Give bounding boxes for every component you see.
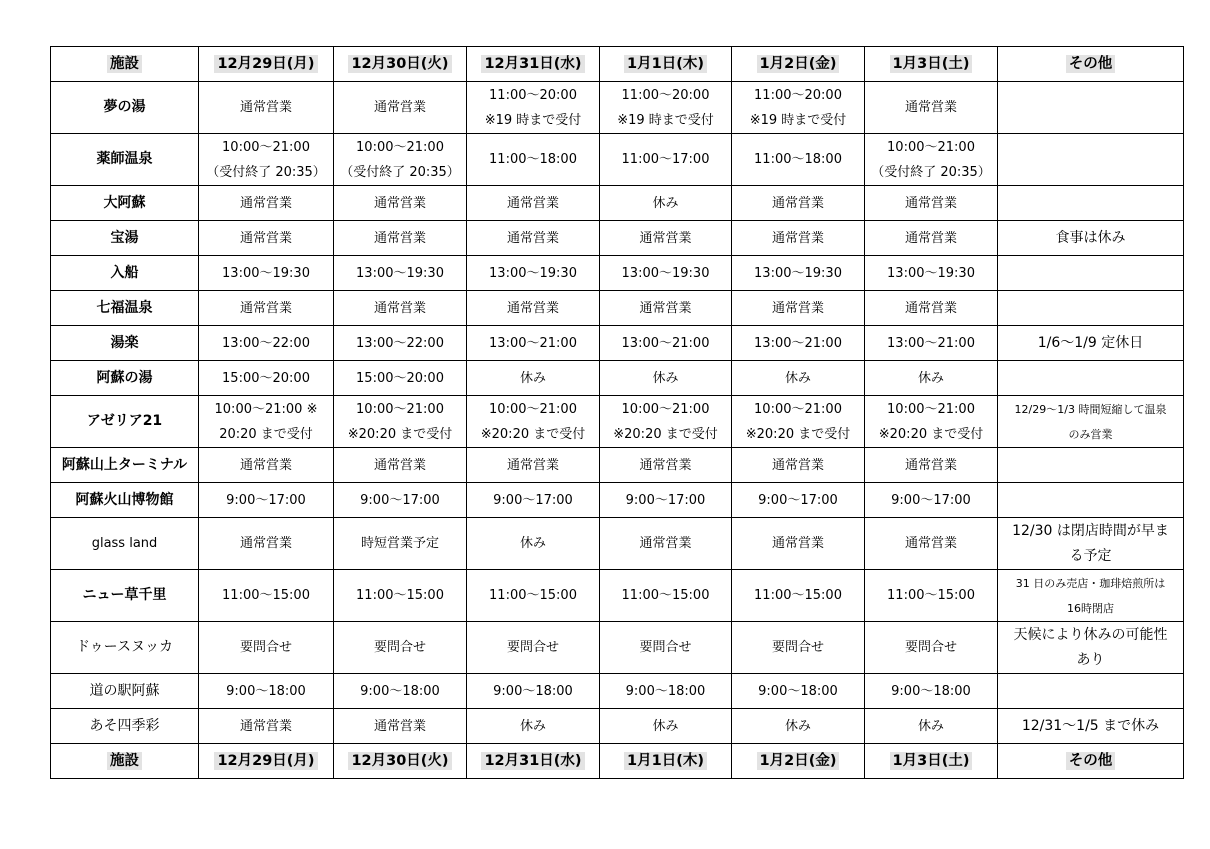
- hours-cell: [732, 256, 865, 291]
- facility-name: 夢の湯: [51, 82, 199, 134]
- hours-cell: [865, 622, 998, 674]
- other-note: [998, 570, 1184, 622]
- hours-cell: [467, 221, 600, 256]
- hours-line: 10:00～21:00: [621, 401, 710, 417]
- hours-cell: [600, 396, 732, 448]
- hours-line: 13:00～22:00: [222, 335, 310, 351]
- note-line: 天候により休みの可能性: [1013, 626, 1168, 643]
- hours-line: 11:00～15:00: [754, 588, 842, 603]
- hours-cell: [467, 518, 600, 570]
- hours-cell: [199, 570, 334, 622]
- hours-cell: [600, 448, 732, 483]
- hours-cell: [334, 221, 467, 256]
- hours-line: （受付終了 20:35）: [206, 164, 326, 180]
- facility-name: glass land: [51, 518, 199, 570]
- table-row: [51, 674, 1184, 709]
- header-day: 1月3日(土): [865, 47, 998, 82]
- note-line: のみ営業: [1068, 427, 1113, 441]
- hours-line: 20:20 まで受付: [219, 426, 313, 442]
- hours-cell: [467, 82, 600, 134]
- note-line: あり: [1076, 651, 1105, 668]
- header-day: 1月2日(金): [732, 47, 865, 82]
- hours-cell: [865, 134, 998, 186]
- other-note: [998, 674, 1184, 709]
- hours-line: 通常営業: [239, 536, 292, 551]
- hours-cell: [199, 256, 334, 291]
- hours-cell: [865, 186, 998, 221]
- other-note: [998, 82, 1184, 134]
- hours-line: 通常営業: [373, 300, 426, 316]
- hours-cell: [199, 518, 334, 570]
- hours-cell: [334, 256, 467, 291]
- hours-cell: [467, 361, 600, 396]
- hours-cell: [334, 570, 467, 622]
- table-row: [51, 291, 1184, 326]
- other-note: [998, 256, 1184, 291]
- hours-cell: [199, 448, 334, 483]
- table-row: [51, 326, 1184, 361]
- hours-cell: [865, 448, 998, 483]
- hours-cell: [732, 186, 865, 221]
- hours-cell: [334, 709, 467, 744]
- hours-line: （受付終了 20:35）: [871, 164, 991, 180]
- hours-cell: [865, 483, 998, 518]
- hours-line: 9:00～18:00: [493, 683, 573, 699]
- hours-line: 休み: [917, 370, 944, 386]
- hours-cell: [732, 134, 865, 186]
- hours-line: 13:00～22:00: [356, 335, 444, 351]
- hours-line: 通常営業: [239, 718, 292, 734]
- hours-cell: [600, 361, 732, 396]
- other-note: [998, 221, 1184, 256]
- hours-cell: [199, 396, 334, 448]
- other-note: [998, 326, 1184, 361]
- facility-name: アゼリア21: [51, 396, 199, 448]
- hours-cell: [865, 221, 998, 256]
- header-row-top: [51, 47, 1184, 82]
- hours-line: 13:00～19:30: [489, 265, 577, 281]
- other-note: [998, 396, 1184, 448]
- hours-line: 11:00～15:00: [887, 588, 975, 603]
- hours-cell: [865, 291, 998, 326]
- hours-line: 通常営業: [771, 300, 824, 316]
- facility-name: ニュー草千里: [51, 570, 199, 622]
- hours-cell: [732, 396, 865, 448]
- hours-cell: [334, 483, 467, 518]
- hours-cell: [199, 361, 334, 396]
- table-row: [51, 709, 1184, 744]
- hours-line: 通常営業: [771, 195, 824, 211]
- hours-cell: [600, 256, 732, 291]
- hours-line: 13:00～19:30: [887, 265, 975, 281]
- table-row: [51, 622, 1184, 674]
- hours-line: 13:00～21:00: [489, 335, 577, 351]
- hours-line: 通常営業: [904, 457, 957, 473]
- header-facility: 施設: [51, 47, 199, 82]
- hours-line: 休み: [519, 536, 546, 551]
- hours-cell: [467, 622, 600, 674]
- table-row: [51, 134, 1184, 186]
- hours-line: 通常営業: [239, 300, 292, 316]
- hours-cell: [600, 291, 732, 326]
- hours-line: 通常営業: [506, 195, 559, 211]
- hours-line: 通常営業: [239, 195, 292, 211]
- hours-line: 通常営業: [904, 536, 957, 551]
- header-other: その他: [998, 47, 1184, 82]
- table-row: [51, 256, 1184, 291]
- facility-name: 阿蘇火山博物館: [51, 483, 199, 518]
- hours-line: 休み: [784, 370, 811, 386]
- hours-cell: [600, 709, 732, 744]
- hours-cell: [334, 448, 467, 483]
- hours-line: 9:00～17:00: [360, 492, 440, 508]
- hours-line: ※19 時まで受付: [484, 112, 582, 128]
- note-line: る予定: [1069, 547, 1112, 564]
- hours-cell: [865, 326, 998, 361]
- hours-cell: [199, 82, 334, 134]
- table-row: [51, 221, 1184, 256]
- hours-line: 通常営業: [639, 300, 692, 316]
- facility-name: 薬師温泉: [51, 134, 199, 186]
- hours-cell: [467, 570, 600, 622]
- hours-cell: [334, 134, 467, 186]
- hours-cell: [732, 622, 865, 674]
- hours-line: 15:00～20:00: [222, 370, 310, 386]
- hours-cell: [199, 326, 334, 361]
- hours-line: 休み: [652, 195, 679, 211]
- note-line: 12/31～1/5 まで休み: [1021, 717, 1160, 734]
- hours-line: 10:00～21:00: [356, 139, 444, 155]
- hours-line: 通常営業: [639, 457, 692, 473]
- hours-line: 要問合せ: [904, 640, 957, 655]
- hours-line: 休み: [917, 718, 944, 734]
- hours-cell: [732, 361, 865, 396]
- hours-line: 通常営業: [506, 457, 559, 473]
- note-line: 12/29～1/3 時間短縮して温泉: [1014, 402, 1167, 416]
- hours-line: 13:00～19:30: [754, 265, 842, 281]
- hours-line: 通常営業: [239, 230, 292, 246]
- hours-cell: [865, 82, 998, 134]
- other-note: [998, 709, 1184, 744]
- hours-cell: [334, 361, 467, 396]
- hours-cell: [334, 82, 467, 134]
- facility-name: 阿蘇の湯: [51, 361, 199, 396]
- hours-cell: [334, 326, 467, 361]
- hours-line: 11:00～20:00: [489, 87, 577, 103]
- facility-name: 入船: [51, 256, 199, 291]
- table-row: [51, 483, 1184, 518]
- hours-line: 11:00～15:00: [356, 588, 444, 603]
- hours-line: 通常営業: [506, 300, 559, 316]
- hours-line: 要問合せ: [239, 640, 292, 655]
- hours-line: 通常営業: [239, 100, 292, 115]
- hours-line: 11:00～20:00: [621, 87, 710, 103]
- hours-cell: [334, 622, 467, 674]
- hours-cell: [199, 291, 334, 326]
- hours-cell: [334, 396, 467, 448]
- hours-cell: [600, 326, 732, 361]
- other-note: [998, 448, 1184, 483]
- hours-line: 9:00～17:00: [758, 492, 838, 508]
- hours-line: 10:00～21:00: [489, 401, 577, 417]
- hours-cell: [467, 291, 600, 326]
- other-note: [998, 361, 1184, 396]
- hours-cell: [467, 256, 600, 291]
- hours-line: 9:00～18:00: [891, 683, 971, 699]
- hours-cell: [732, 483, 865, 518]
- hours-line: 要問合せ: [373, 640, 426, 655]
- other-note: [998, 518, 1184, 570]
- footer-day: 1月1日(木): [600, 744, 732, 779]
- hours-line: 11:00～15:00: [489, 588, 577, 603]
- footer-day: 12月29日(月): [199, 744, 334, 779]
- hours-line: 10:00～21:00: [222, 139, 310, 155]
- note-line: 31 日のみ売店・珈琲焙煎所は: [1015, 576, 1166, 590]
- hours-line: 11:00～15:00: [621, 588, 710, 603]
- hours-line: 通常営業: [771, 230, 824, 246]
- facility-name: 七福温泉: [51, 291, 199, 326]
- hours-cell: [199, 134, 334, 186]
- hours-cell: [199, 674, 334, 709]
- hours-line: ※19 時まで受付: [749, 112, 847, 128]
- hours-line: 通常営業: [373, 100, 426, 115]
- hours-cell: [865, 709, 998, 744]
- hours-cell: [732, 674, 865, 709]
- hours-line: 10:00～21:00: [356, 401, 444, 417]
- other-note: [998, 186, 1184, 221]
- hours-cell: [199, 709, 334, 744]
- hours-line: 休み: [784, 718, 811, 734]
- hours-cell: [600, 622, 732, 674]
- hours-line: 通常営業: [771, 536, 824, 551]
- hours-line: 通常営業: [373, 230, 426, 246]
- hours-line: 通常営業: [904, 100, 957, 115]
- hours-line: ※20:20 まで受付: [480, 426, 586, 442]
- hours-cell: [865, 674, 998, 709]
- hours-cell: [865, 396, 998, 448]
- hours-line: 通常営業: [771, 457, 824, 473]
- footer-day: 1月3日(土): [865, 744, 998, 779]
- hours-line: 通常営業: [373, 457, 426, 473]
- hours-line: 要問合せ: [639, 640, 692, 655]
- hours-line: 時短営業予定: [360, 536, 439, 551]
- other-note: [998, 291, 1184, 326]
- hours-line: 9:00～17:00: [891, 492, 971, 508]
- header-day: 12月29日(月): [199, 47, 334, 82]
- table-row: [51, 396, 1184, 448]
- hours-line: 休み: [652, 718, 679, 734]
- hours-line: 休み: [652, 370, 679, 386]
- hours-line: 13:00～21:00: [754, 335, 842, 351]
- hours-line: 通常営業: [904, 300, 957, 316]
- hours-cell: [600, 518, 732, 570]
- hours-cell: [199, 622, 334, 674]
- hours-line: 休み: [519, 718, 546, 734]
- hours-line: 9:00～18:00: [758, 683, 838, 699]
- hours-line: 11:00～15:00: [222, 588, 310, 603]
- table-body: [51, 82, 1184, 744]
- hours-cell: [600, 134, 732, 186]
- facility-name: あそ四季彩: [51, 709, 199, 744]
- footer-day: 12月30日(火): [334, 744, 467, 779]
- hours-cell: [732, 326, 865, 361]
- footer-other: その他: [998, 744, 1184, 779]
- hours-cell: [600, 221, 732, 256]
- hours-cell: [600, 483, 732, 518]
- hours-line: 10:00～21:00 ※: [214, 401, 318, 417]
- hours-line: ※20:20 まで受付: [347, 426, 453, 442]
- table-row: [51, 82, 1184, 134]
- footer-facility: 施設: [51, 744, 199, 779]
- hours-line: 通常営業: [904, 195, 957, 211]
- hours-line: 要問合せ: [771, 640, 824, 655]
- hours-cell: [467, 134, 600, 186]
- table-row: [51, 361, 1184, 396]
- hours-cell: [199, 186, 334, 221]
- footer-day: 12月31日(水): [467, 744, 600, 779]
- hours-cell: [865, 361, 998, 396]
- other-note: [998, 134, 1184, 186]
- hours-line: 13:00～21:00: [887, 335, 975, 351]
- hours-line: 11:00～18:00: [489, 152, 577, 167]
- hours-line: ※19 時まで受付: [617, 112, 714, 128]
- hours-cell: [334, 674, 467, 709]
- hours-cell: [732, 709, 865, 744]
- hours-line: （受付終了 20:35）: [340, 164, 460, 180]
- hours-cell: [732, 82, 865, 134]
- hours-line: 9:00～17:00: [226, 492, 306, 508]
- hours-line: ※20:20 まで受付: [613, 426, 718, 442]
- hours-line: 通常営業: [506, 230, 559, 246]
- holiday-hours-table: [50, 46, 1184, 779]
- hours-cell: [732, 221, 865, 256]
- facility-name: 大阿蘇: [51, 186, 199, 221]
- hours-cell: [600, 82, 732, 134]
- hours-line: 通常営業: [639, 536, 692, 551]
- hours-line: 11:00～20:00: [754, 87, 842, 103]
- table-row: [51, 448, 1184, 483]
- hours-line: 通常営業: [639, 230, 692, 246]
- hours-cell: [467, 396, 600, 448]
- hours-line: 9:00～17:00: [493, 492, 573, 508]
- table-row: [51, 570, 1184, 622]
- facility-name: 湯楽: [51, 326, 199, 361]
- hours-cell: [865, 570, 998, 622]
- hours-line: ※20:20 まで受付: [878, 426, 984, 442]
- header-day: 12月31日(水): [467, 47, 600, 82]
- hours-line: 9:00～18:00: [226, 683, 306, 699]
- hours-cell: [334, 186, 467, 221]
- hours-line: 11:00～18:00: [754, 152, 842, 167]
- hours-line: 9:00～17:00: [625, 492, 706, 508]
- hours-cell: [467, 674, 600, 709]
- hours-cell: [467, 186, 600, 221]
- other-note: [998, 483, 1184, 518]
- hours-line: 10:00～21:00: [887, 401, 975, 417]
- hours-cell: [334, 518, 467, 570]
- header-row-bottom: [51, 744, 1184, 779]
- hours-line: 11:00～17:00: [621, 152, 710, 167]
- hours-line: 通常営業: [239, 457, 292, 473]
- hours-cell: [732, 448, 865, 483]
- hours-line: 13:00～19:30: [356, 265, 444, 281]
- hours-cell: [600, 674, 732, 709]
- hours-line: 13:00～19:30: [621, 265, 710, 281]
- note-line: 12/30 は閉店時間が早ま: [1012, 522, 1169, 539]
- hours-line: 10:00～21:00: [887, 139, 975, 155]
- hours-line: 9:00～18:00: [360, 683, 440, 699]
- facility-name: 道の駅阿蘇: [51, 674, 199, 709]
- hours-line: 通常営業: [373, 718, 426, 734]
- hours-cell: [600, 570, 732, 622]
- facility-name: ドゥースヌッカ: [51, 622, 199, 674]
- table-row: [51, 186, 1184, 221]
- facility-name: 阿蘇山上ターミナル: [51, 448, 199, 483]
- hours-line: 13:00～19:30: [222, 265, 310, 281]
- hours-cell: [199, 483, 334, 518]
- hours-cell: [467, 326, 600, 361]
- hours-cell: [865, 518, 998, 570]
- hours-cell: [600, 186, 732, 221]
- hours-cell: [732, 570, 865, 622]
- hours-cell: [334, 291, 467, 326]
- hours-cell: [467, 709, 600, 744]
- hours-line: 要問合せ: [506, 640, 559, 655]
- hours-line: 9:00～18:00: [625, 683, 706, 699]
- hours-cell: [865, 256, 998, 291]
- header-day: 1月1日(木): [600, 47, 732, 82]
- hours-line: 通常営業: [904, 230, 957, 246]
- hours-cell: [732, 291, 865, 326]
- note-line: 食事は休み: [1055, 229, 1126, 246]
- hours-line: ※20:20 まで受付: [745, 426, 851, 442]
- note-line: 16時閉店: [1067, 601, 1114, 615]
- hours-line: 10:00～21:00: [754, 401, 842, 417]
- footer-day: 1月2日(金): [732, 744, 865, 779]
- facility-name: 宝湯: [51, 221, 199, 256]
- table-row: [51, 518, 1184, 570]
- hours-line: 15:00～20:00: [356, 370, 444, 386]
- header-day: 12月30日(火): [334, 47, 467, 82]
- other-note: [998, 622, 1184, 674]
- hours-cell: [467, 448, 600, 483]
- hours-cell: [732, 518, 865, 570]
- hours-line: 13:00～21:00: [621, 335, 710, 351]
- hours-line: 休み: [519, 370, 546, 386]
- note-line: 1/6～1/9 定休日: [1037, 334, 1144, 351]
- hours-cell: [467, 483, 600, 518]
- hours-cell: [199, 221, 334, 256]
- hours-line: 通常営業: [373, 195, 426, 211]
